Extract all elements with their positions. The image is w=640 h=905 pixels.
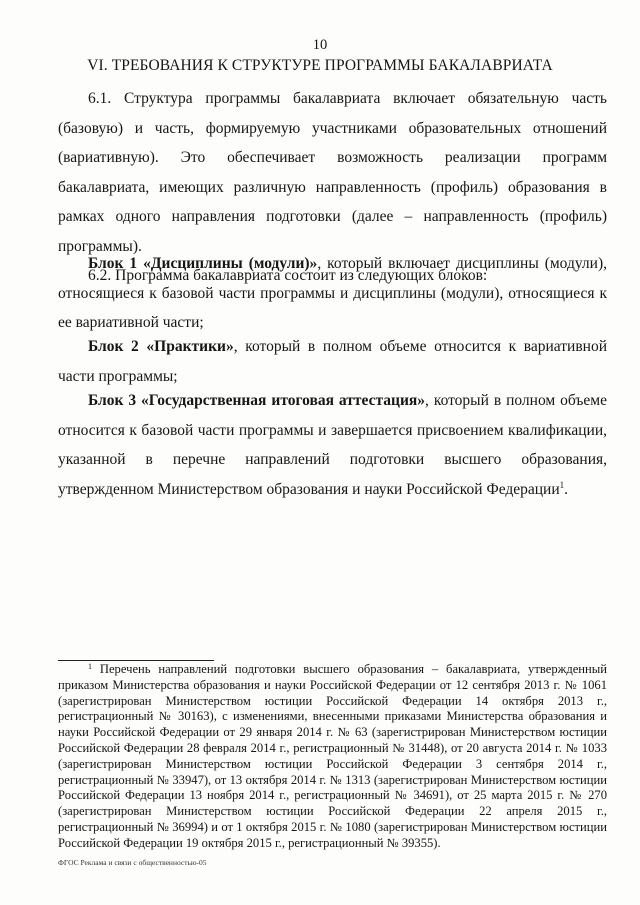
block-1-paragraph	[58, 249, 607, 338]
block-3-end: .	[564, 480, 569, 498]
paragraph-6-2: 6.2. Программа бакалавриата состоит из следующих блоков:	[88, 267, 488, 284]
block-list-2	[58, 332, 607, 391]
block-1-title: Блок 1 «Дисциплины (модули)»	[88, 255, 318, 272]
footnote-divider	[58, 660, 214, 661]
block-2-paragraph	[58, 332, 607, 391]
block-1-text: , который включает дисциплины (модули), относящиеся к базовой части программы и дисциплины (модули), относящиеся к ее вариативной части;	[58, 255, 607, 331]
footnote	[58, 662, 607, 852]
block-list-3	[58, 386, 607, 504]
document-footer-mark: ФГОС Реклама и связи с общественностью-05	[58, 858, 207, 867]
footnote-text: Перечень направлений подготовки высшего образования – бакалавриата, утвержденный приказом Министерства образования и науки Российской Федерации от 12 сентября 2013 г. № 1061 (зарегистрирован Министерством юстиции Российской Федерации 14 октября 2013 г., регистрационный № 30163), с изменениями, внесенными приказами Министерства образования и науки Российской Федерации от 29 января 2014 г. № 63 (зарегистрирован Министерством юстиции Российской Федерации 28 февраля 2014 г., регистрационный № 31448), от 20 августа 2014 г. № 1033 (зарегистрирован Министерством юстиции Российской Федерации 3 сентября 2014 г., регистрационный № 33947), от 13 октября 2014 г. № 1313 (зарегистрирован Министерством юстиции Российской Федерации 13 ноября 2014 г., регистрационный № 34691), от 25 марта 2015 г. № 270 (зарегистрирован Министерством юстиции Российской Федерации 22 апреля 2015 г., регистрационный № 36994) и от 1 октября 2015 г. № 1080 (зарегистрирован Министерством юстиции Российской Федерации 19 октября 2015 г., регистрационный № 39355).	[58, 662, 607, 850]
footnote-reference: 1	[559, 479, 565, 490]
block-2-title: Блок 2 «Практики»	[88, 338, 234, 355]
section-heading: VI. ТРЕБОВАНИЯ К СТРУКТУРЕ ПРОГРАММЫ БАКАЛАВРИАТА	[87, 57, 553, 74]
block-3-text: , который в полном объеме относится к базовой части программы и завершается присвоением квалификации, указанной в перечне направлений подготовки высшего образования, утвержденном Министерством образования и науки Российской Федерации	[58, 392, 607, 498]
block-2-text: , который в полном объеме относится к вариативной части программы;	[58, 338, 608, 385]
block-3-title: Блок 3 «Государственная итоговая аттестация»	[88, 392, 426, 409]
block-3-paragraph	[58, 386, 607, 504]
page-number: 10	[312, 37, 328, 53]
footnote-marker: 1	[88, 662, 92, 671]
paragraph-6-1: 6.1. Структура программы бакалавриата включает обязательную часть (базовую) и часть, формируемую участниками образовательных отношений (вариативную). Это обеспечивает возможность реализации программ бакалавриата, имеющих различную направленность (профиль) образования в рамках одного направления подготовки (далее – направленность (профиль) программы).	[58, 90, 607, 255]
block-list	[58, 249, 607, 338]
